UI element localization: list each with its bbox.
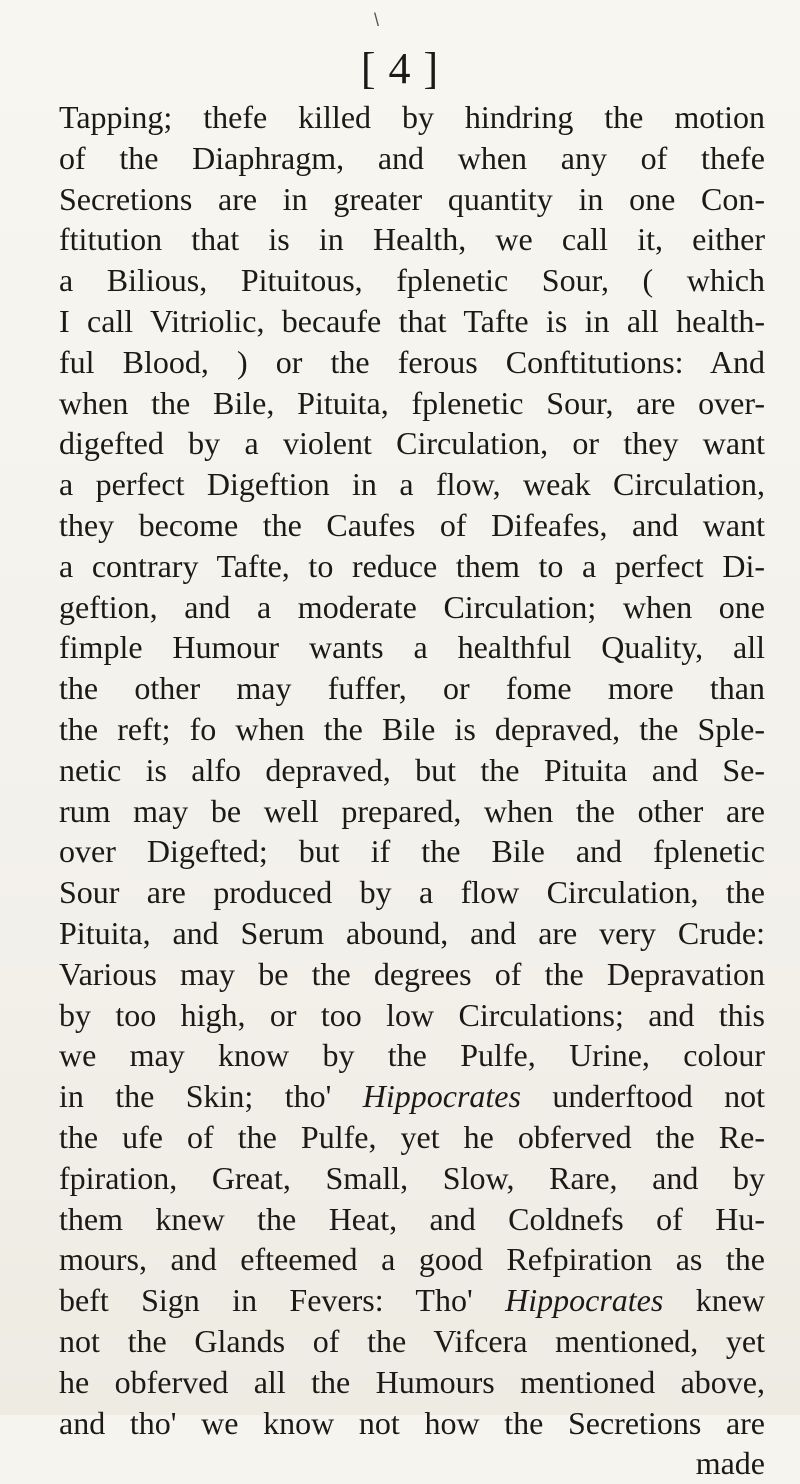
text-line: the other may fuffer, or fome more than	[59, 670, 765, 707]
text-line: a Bilious, Pituitous, fplenetic Sour, ( which	[59, 262, 765, 299]
text-line: a perfect Digeftion in a flow, weak Circulation,	[59, 466, 765, 503]
text-line: the ufe of the Pulfe, yet he obferved the Re-	[59, 1118, 765, 1155]
text-line: Tapping; thefe killed by hindring the motion	[59, 99, 765, 135]
text-line: he obferved all the Humours mentioned above,	[59, 1363, 765, 1400]
text-line: ftitution that is in Health, we call it, either	[59, 221, 765, 258]
text-line: I call Vitriolic, becaufe that Tafte is in all health-	[59, 302, 765, 339]
text-line: not the Glands of the Vifcera mentioned, yet	[59, 1322, 765, 1359]
text-line: and tho' we know not how the Secretions are	[59, 1404, 765, 1441]
text-line: mours, and efteemed a good Refpiration as the	[59, 1241, 765, 1278]
text-line: when the Bile, Pituita, fplenetic Sour, are over-	[59, 384, 765, 421]
text-line: Secretions are in greater quantity in one Con-	[59, 180, 765, 217]
text-line: a contrary Tafte, to reduce them to a perfect Di-	[59, 547, 765, 584]
text-line: Sour are produced by a flow Circulation, the	[59, 874, 765, 911]
text-line: fpiration, Great, Small, Slow, Rare, and by	[59, 1159, 765, 1196]
text-line: ful Blood, ) or the ferous Conftitutions: And	[59, 343, 765, 380]
italic-name: Hippocrates	[362, 1078, 521, 1115]
text-line: in the Skin; tho' Hippocrates underftood not	[59, 1078, 766, 1115]
text-line: beft Sign in Fevers: Tho' Hippocrates knew	[59, 1282, 766, 1319]
text-line: them knew the Heat, and Coldnefs of Hu-	[59, 1200, 765, 1237]
page-number: [ 4 ]	[360, 44, 440, 93]
text-line: netic is alfo depraved, but the Pituita and Se-	[59, 751, 765, 788]
body-text	[59, 97, 765, 1484]
catchword: made	[695, 1445, 765, 1482]
text-line: digefted by a violent Circulation, or they want	[59, 425, 765, 462]
text-line: we may know by the Pulfe, Urine, colour	[59, 1037, 765, 1074]
text-line: rum may be well prepared, when the other are	[59, 792, 765, 829]
italic-name: Hippocrates	[505, 1282, 664, 1319]
top-mark: \	[374, 10, 380, 30]
text-line: they become the Caufes of Difeafes, and want	[59, 506, 765, 543]
text-line: geftion, and a moderate Circulation; when one	[59, 588, 765, 625]
text-line: Pituita, and Serum abound, and are very Crude:	[59, 914, 765, 951]
text-line: over Digefted; but if the Bile and fplenetic	[59, 833, 765, 870]
text-line: of the Diaphragm, and when any of thefe	[59, 139, 765, 176]
text-line: fimple Humour wants a healthful Quality, all	[59, 629, 765, 666]
text-line: Various may be the degrees of the Depravation	[59, 955, 765, 992]
text-line: by too high, or too low Circulations; and this	[59, 996, 765, 1033]
text-line: the reft; fo when the Bile is depraved, the Sple-	[59, 710, 765, 747]
